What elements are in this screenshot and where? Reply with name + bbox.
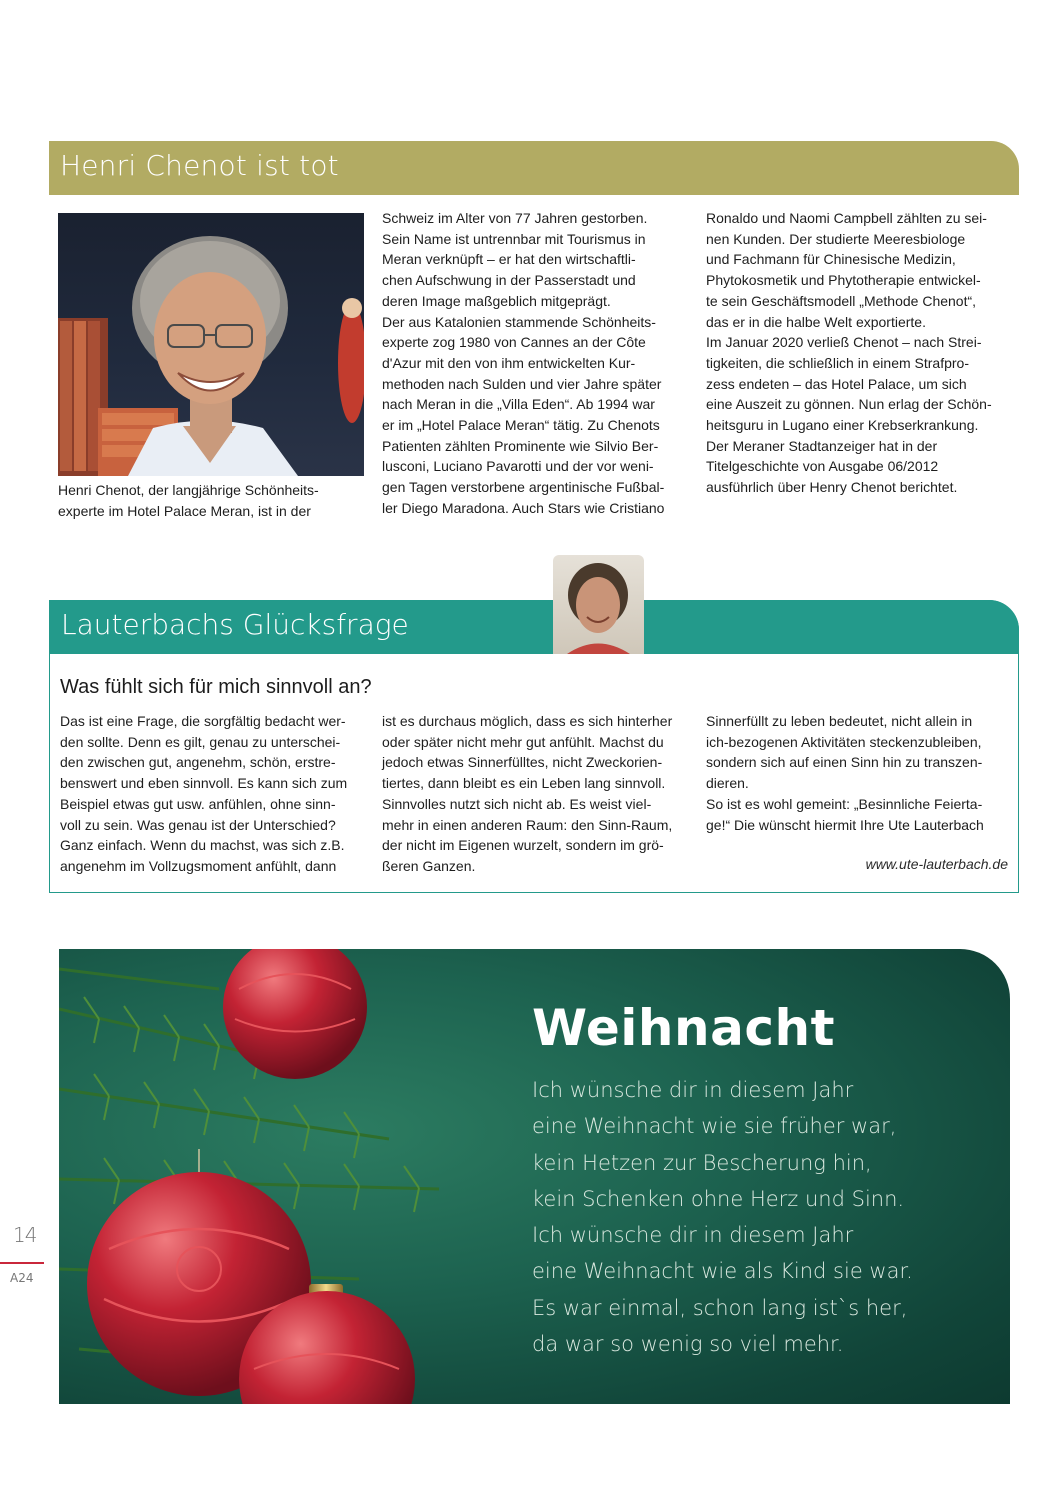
- portrait-illustration: [58, 213, 364, 476]
- page-number-rule: [0, 1262, 44, 1264]
- poem-line: kein Schenken ohne Herz und Sinn.: [532, 1186, 905, 1211]
- caption-text: Henri Chenot, der langjährige Schönheits- experte im Hotel Palace Meran, ist in der: [58, 482, 319, 519]
- column-text-1: [60, 711, 370, 877]
- henri-chenot-photo: [58, 213, 364, 476]
- article-column-2: [382, 208, 692, 519]
- page-number: 14: [13, 1223, 37, 1247]
- article-column-3: [706, 208, 1016, 498]
- poem: [532, 1072, 913, 1362]
- column-title: Lauterbachs Glücksfrage: [61, 608, 409, 641]
- column-text: Sinnerfüllt zu leben bedeutet, nicht allein in ich-bezogenen Aktivitäten steckenzubleiben, sondern sich auf einen Sinn hin zu transzen- dieren. So ist es wohl gemeint: „Besinnliche Feierta- ge!“ Die wünscht hiermit Ihre Ute Lauterbach: [706, 713, 984, 833]
- column-text: Das ist eine Frage, die sorgfältig bedacht wer- den sollte. Denn es gilt, genau zu unterschei- den zwischen gut, angenehm, schön, erstre- benswert und eben sinnvoll. Es kann sich zum Beispiel etwas gut usw. anfühlen, ohne sinn- voll zu sein. Was genau ist der Unterschied? Ganz einfach. Wenn du machst, was sich z.B. angenehm im Vollzugsmoment anfühlt, dann: [60, 713, 348, 874]
- website-link[interactable]: www.ute-lauterbach.de: [865, 856, 1008, 872]
- poem-line: kein Hetzen zur Bescherung hin,: [532, 1150, 872, 1175]
- column-text-3: [706, 711, 1016, 835]
- christmas-ornaments-illustration: [59, 949, 529, 1404]
- article-title: Henri Chenot ist tot: [60, 149, 339, 182]
- column-text: ist es durchaus möglich, dass es sich hinterher oder später nicht mehr gut anfühlt. Machst du jedoch etwas Sinnerfülltes, nicht Zweckorien- tiertes, dann bleibt es ein Leben lang sinnvoll. Sinnvolles nutzt sich nicht ab. Es weist viel- mehr in einen anderen Raum: den Sinn-Raum, der nicht im Eigenen wurzelt, sondern im grö- ßeren Ganzen.: [382, 713, 673, 874]
- column-text: Schweiz im Alter von 77 Jahren gestorben. Sein Name ist untrennbar mit Tourismus in Meran verknüpft – er hat den wirtschaftli- chen Aufschwung in der Passerstadt und deren Image maßgeblich mitgeprägt. Der aus Katalonien stammende Schönheits- experte zog 1980 von Cannes an der Côte d'Azur mit den von ihm entwickelten Kur- methoden nach Sulden und vier Jahre später nach Meran in die „Villa Eden“. Ab 1994 war er im „Hotel Palace Meran“ tätig. Zu Chenots Patienten zählten Prominente wie Silvio Ber- lusconi, Luciano Pavarotti und der vor weni- gen Tagen verstorbene argentinische Fußbal- ler Diego Maradona. Auch Stars wie Cristiano: [382, 210, 665, 516]
- column-question: Was fühlt sich für mich sinnvoll an?: [60, 676, 372, 698]
- author-portrait: [553, 555, 644, 654]
- column-header-band: [49, 600, 1019, 654]
- poem-line: da war so wenig so viel mehr.: [532, 1332, 844, 1357]
- column-text: Ronaldo und Naomi Campbell zählten zu sei- nen Kunden. Der studierte Meeresbiologe und Fachmann für Chinesische Medizin, Phytokosmetik und Phytotherapie entwickel- te sein Geschäftsmodell „Methode Chenot“, das er in die halbe Welt exportierte. Im Januar 2020 verließ Chenot – nach Strei- tigkeiten, die schließlich in einem Strafpro- zess endeten – das Hotel Palace, um sich eine Auszeit zu gönnen. Nun erlag der Schön- heitsguru in Lugano einer Krebserkrankung. Der Meraner Stadtanzeiger hat in der Titelgeschichte von Ausgabe 06/2012 ausführlich über Henry Chenot berichtet.: [706, 210, 992, 496]
- photo-caption: [58, 480, 368, 521]
- poem-line: Es war einmal, schon lang ist`s her,: [532, 1295, 908, 1320]
- poem-line: eine Weihnacht wie sie früher war,: [532, 1114, 897, 1139]
- poem-line: Ich wünsche dir in diesem Jahr: [532, 1078, 854, 1102]
- page-code: A24: [10, 1271, 34, 1285]
- poem-line: eine Weihnacht wie als Kind sie war.: [532, 1259, 913, 1284]
- poem-title: Weihnacht: [532, 999, 835, 1057]
- author-illustration: [553, 555, 644, 654]
- christmas-panel: [59, 949, 1010, 1404]
- column-text-2: [382, 711, 692, 877]
- article-header-band: [49, 141, 1019, 195]
- poem-line: Ich wünsche dir in diesem Jahr: [532, 1223, 854, 1248]
